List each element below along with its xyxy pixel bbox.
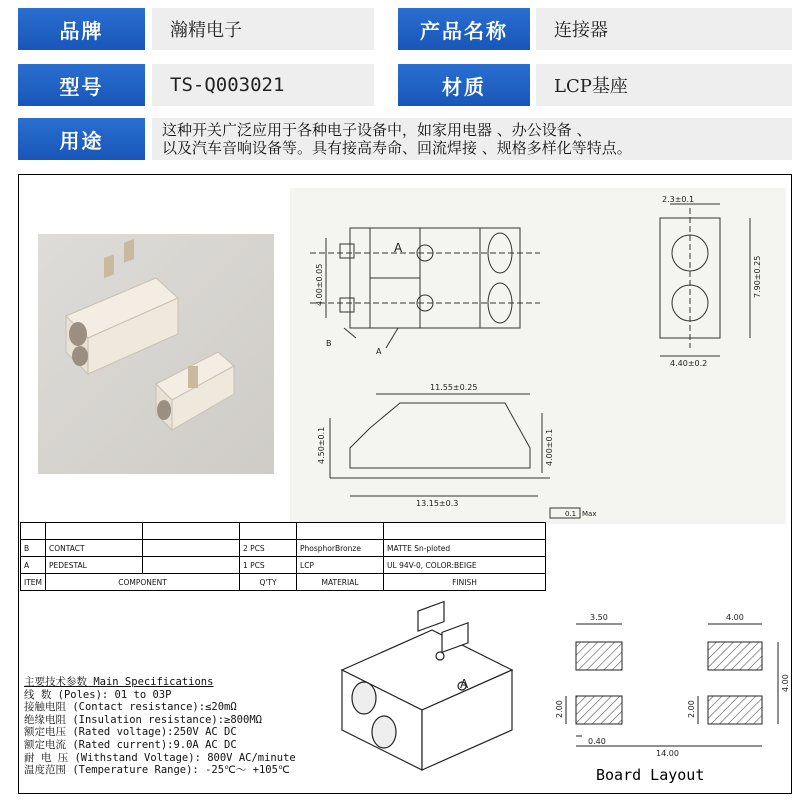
connector-photo-illustration — [38, 234, 274, 474]
dim-pad-width-right: 4.00 — [726, 613, 744, 622]
bom-item: B — [21, 540, 46, 557]
bom-header-qty: Q'TY — [240, 574, 297, 591]
board-layout-drawing — [540, 606, 792, 764]
flatness-max: Max — [582, 510, 597, 518]
spec-row-contact-resistance: 接触电阻 (Contact resistance):≤20mΩ — [24, 701, 237, 714]
front-view-drawing — [310, 228, 540, 348]
main-specifications — [24, 676, 324, 777]
dim-bottom-width: 4.40±0.2 — [670, 359, 708, 368]
usage-description — [152, 118, 792, 160]
bom-material: PhosphorBronze — [297, 540, 384, 557]
bom-header-component: COMPONENT — [46, 574, 240, 591]
dim-total-width: 14.00 — [656, 749, 679, 758]
dim-gap: 0.40 — [588, 737, 606, 746]
dim-pad-width-left: 3.50 — [590, 613, 608, 622]
table-header-row — [21, 574, 546, 591]
product-name-label: 产品名称 — [398, 8, 530, 50]
bom-header-material: MATERIAL — [297, 574, 384, 591]
model-label: 型号 — [18, 64, 145, 106]
material-label: 材质 — [398, 64, 530, 106]
dim-right-height: 4.00±0.1 — [545, 428, 554, 466]
bom-component: CONTACT — [46, 540, 143, 557]
label-a: A — [376, 347, 382, 356]
isometric-drawing — [322, 600, 532, 790]
bom-finish: MATTE Sn-ploted — [384, 540, 546, 557]
bom-header-finish: FINISH — [384, 574, 546, 591]
dim-left-height: 4.50±0.1 — [317, 426, 326, 464]
model-value: TS-Q003021 — [152, 64, 374, 106]
bom-qty: 2 PCS — [240, 540, 297, 557]
usage-line-2: 以及汽车音响设备等。具有接高寿命、回流焊接 、规格多样化等特点。 — [162, 139, 632, 157]
brand-label: 品牌 — [18, 8, 145, 50]
material-value: LCP基座 — [536, 64, 792, 106]
bom-header-item: ITEM — [21, 574, 46, 591]
connector-large-icon — [66, 239, 178, 374]
pad-top-right — [708, 642, 762, 670]
bom-qty: 1 PCS — [240, 557, 297, 574]
dim-side-height: 7.90±0.25 — [753, 255, 762, 298]
connector-small-icon — [156, 352, 234, 430]
dim-overall-length: 13.15±0.3 — [416, 499, 459, 508]
spec-row-rated-voltage: 额定电压 (Rated voltage):250V AC DC — [24, 726, 237, 739]
spec-row-temperature-range: 温度范围 (Temperature Range): -25℃～ +105℃ — [24, 764, 290, 777]
usage-line-1: 这种开关广泛应用于各种电子设备中，如家用电器 、办公设备 、 — [162, 121, 592, 139]
pad-bottom-left — [576, 696, 622, 724]
spec-row-poles: 线 数 (Poles): 01 to 03P — [24, 688, 172, 701]
dim-pad-height-left: 2.00 — [555, 700, 564, 718]
technical-drawing — [290, 188, 786, 524]
bom-table — [20, 522, 546, 591]
table-row — [21, 540, 546, 557]
product-name-value: 连接器 — [536, 8, 792, 50]
bom-component: PEDESTAL — [46, 557, 143, 574]
table-row — [21, 523, 546, 540]
label-b: B — [326, 339, 332, 348]
dim-front-height: 4.00±0.05 — [315, 263, 324, 306]
dim-length: 11.55±0.25 — [430, 383, 478, 392]
brand-value: 瀚精电子 — [152, 8, 374, 50]
usage-label: 用途 — [18, 118, 145, 160]
spec-row-rated-current: 额定电流 (Rated current):9.0A AC DC — [24, 738, 237, 751]
spec-row-withstand-voltage: 耐 电 压 (Withstand Voltage): 800V AC/minute — [24, 751, 296, 764]
flatness-value: 0.1 — [565, 510, 577, 518]
dim-pad-height-mid: 2.00 — [687, 700, 696, 718]
spec-row-insulation-resistance: 绝缘电阻 (Insulation resistance):≥800MΩ — [24, 713, 262, 726]
bom-item: A — [21, 557, 46, 574]
table-row — [21, 557, 546, 574]
technical-drawing-svg — [290, 188, 786, 524]
dim-top-width: 2.3±0.1 — [662, 195, 695, 204]
pad-top-left — [576, 642, 622, 670]
board-layout-title: Board Layout — [596, 766, 705, 784]
dim-right-height: 4.00 — [781, 674, 790, 692]
bom-finish: UL 94V-0, COLOR:BEIGE — [384, 557, 546, 574]
specs-title: 主要技术参数 Main Specifications — [24, 676, 214, 688]
bom-material: LCP — [297, 557, 384, 574]
product-photo — [38, 234, 274, 474]
side-view-drawing — [660, 204, 750, 356]
label-a-top: A — [394, 241, 403, 255]
iso-label-a: A — [460, 677, 469, 691]
pad-bottom-right — [708, 696, 762, 724]
